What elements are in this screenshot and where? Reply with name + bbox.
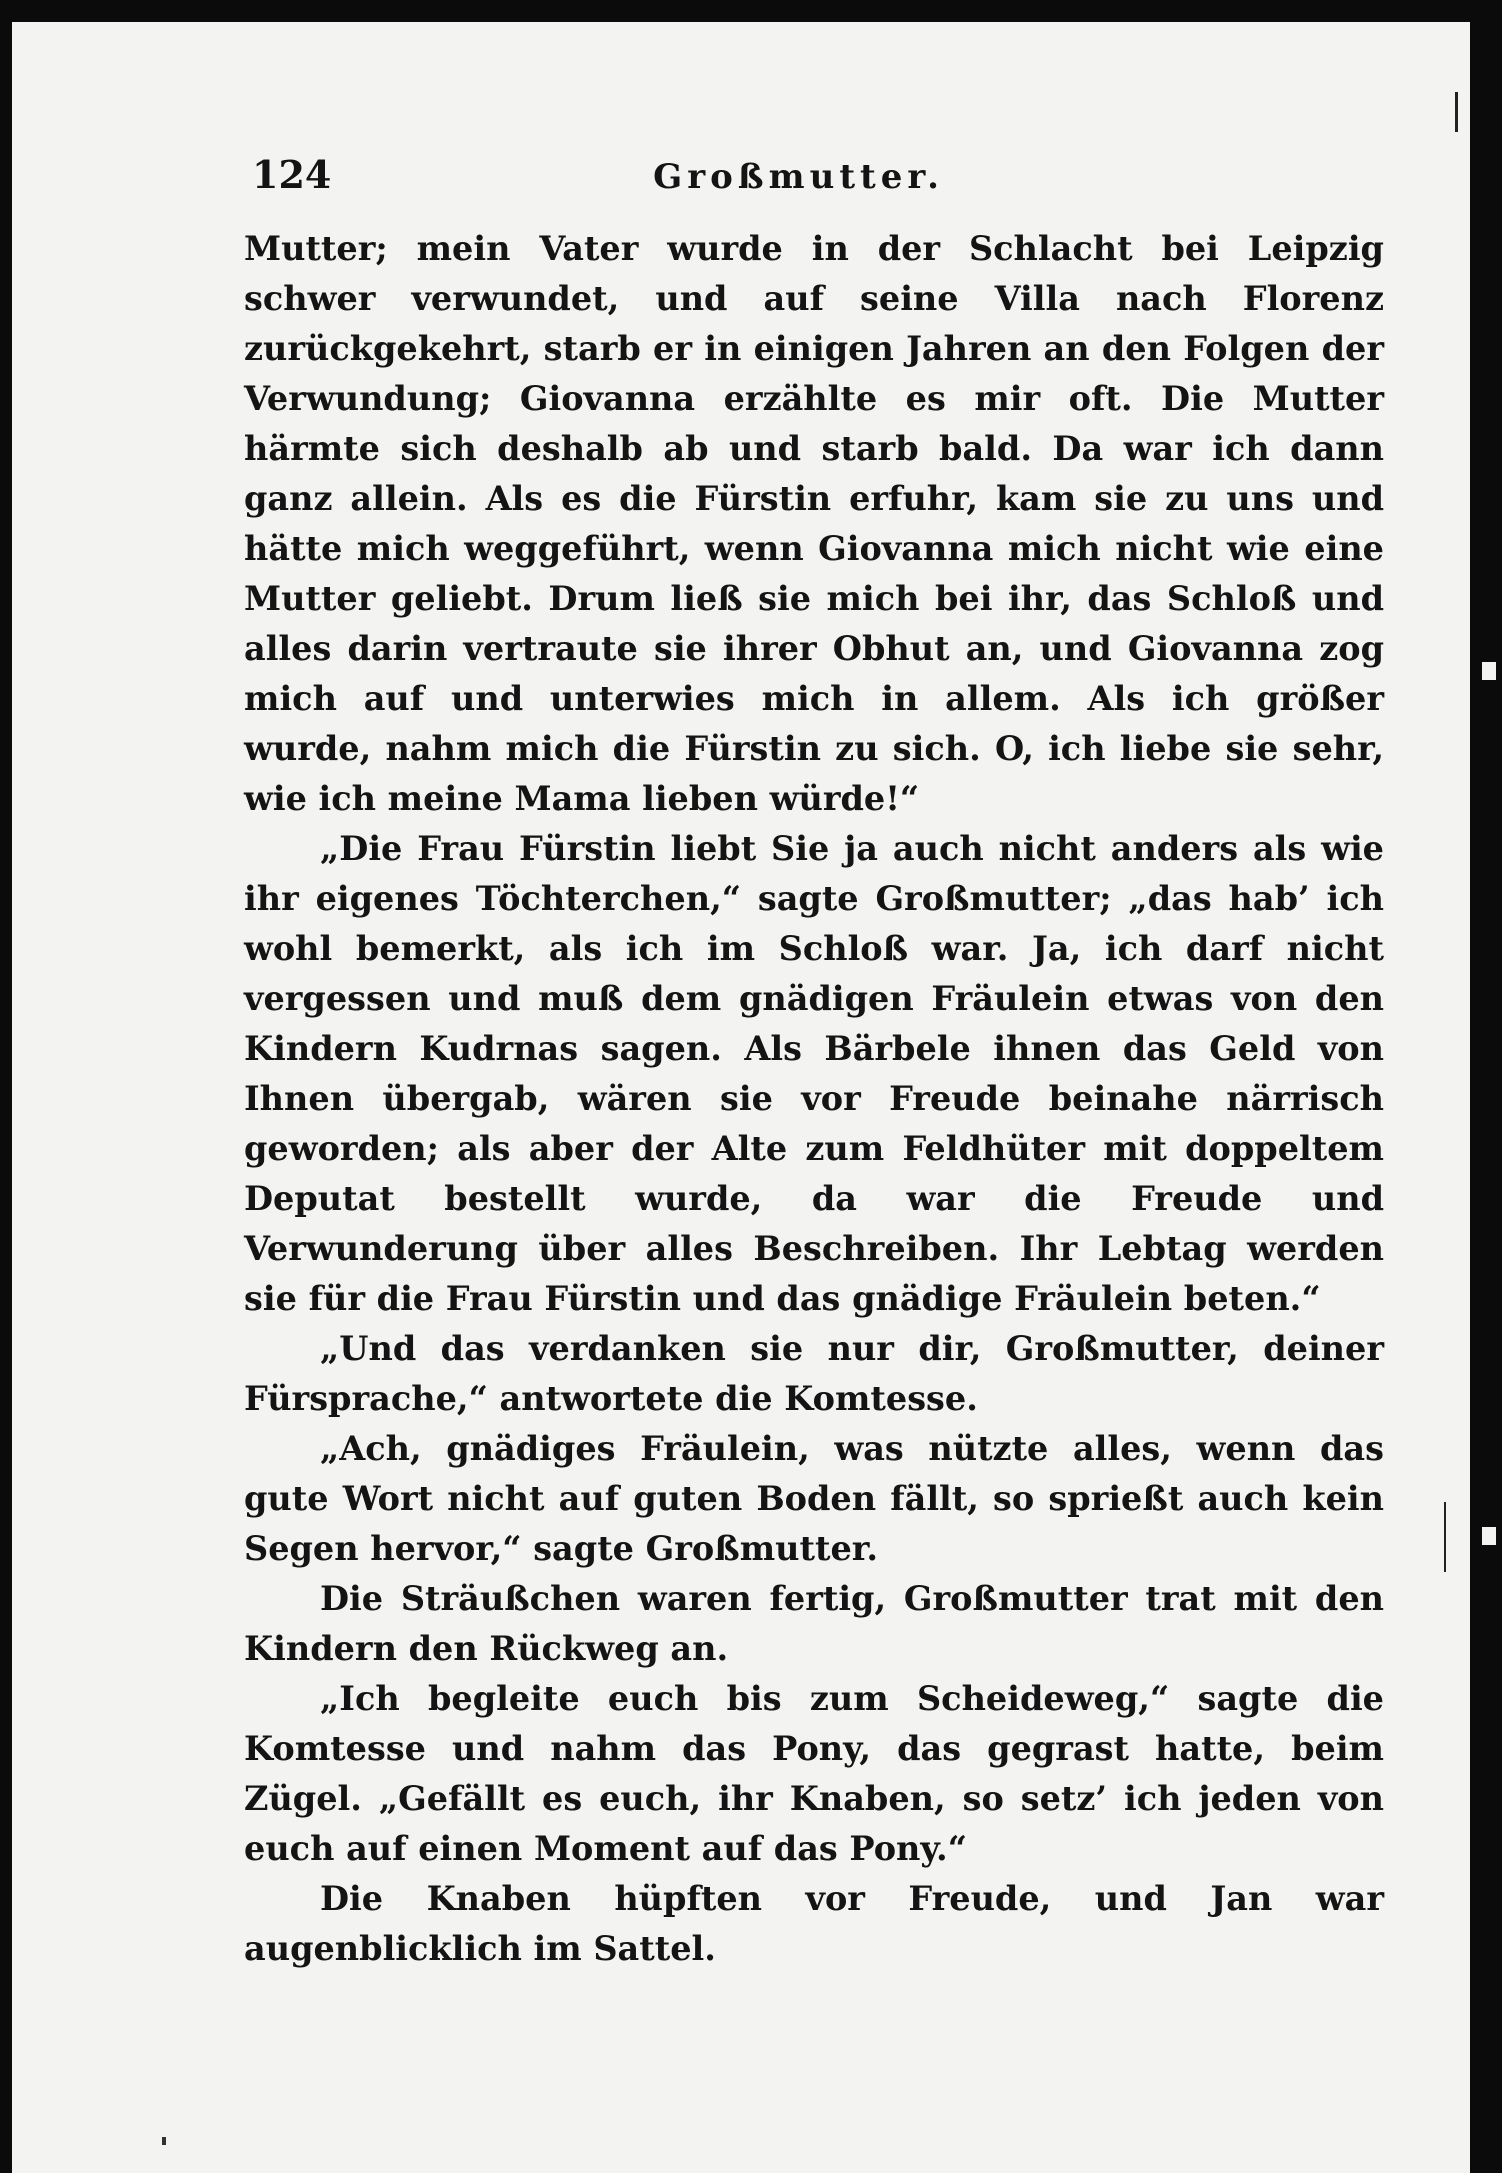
stray-ink-mark — [162, 2137, 166, 2145]
paragraph-2: „Die Frau Fürstin liebt Sie ja auch nicht anders als wie ihr eigenes Töchterchen,“ sagte Großmutter; „das hab’ ich wohl bemerkt, als ich im Schloß war. Ja, ich darf nicht vergessen und muß dem gnädigen Fräulein etwas von den Kindern Kudrnas sagen. Als Bärbele ihnen das Geld von Ihnen übergab, wären sie vor Freude beinahe närrisch geworden; als aber der Alte zum Feldhüter mit doppeltem Deputat bestellt wurde, da war die Freude und Verwunderung über alles Beschreiben. Ihr Lebtag werden sie für die Frau Fürstin und das gnädige Fräulein beten.“ — [244, 829, 1384, 1318]
page-header — [244, 152, 1384, 224]
paragraph-6: „Ich begleite euch bis zum Scheideweg,“ sagte die Komtesse und nahm das Pony, das gegrast hatte, beim Zügel. „Gefällt es euch, ihr Knaben, so setz’ ich jeden von euch auf einen Moment auf das Pony.“ — [244, 1679, 1384, 1868]
margin-tick-mark — [1455, 92, 1458, 132]
page-edge-shadow — [1482, 22, 1502, 2173]
margin-tick-mark — [1444, 1502, 1446, 1572]
edge-notch — [1482, 662, 1496, 680]
paragraph-4: „Ach, gnädiges Fräulein, was nützte alles, wenn das gute Wort nicht auf guten Boden fällt, so sprießt auch kein Segen hervor,“ sagte Großmutter. — [244, 1429, 1384, 1568]
paragraph-5: Die Sträußchen waren fertig, Großmutter trat mit den Kindern den Rückweg an. — [244, 1579, 1384, 1668]
running-head: Großmutter. — [653, 157, 944, 197]
edge-notch — [1482, 1527, 1496, 1545]
paragraph-3: „Und das verdanken sie nur dir, Großmutter, deiner Fürsprache,“ antwortete die Komtesse. — [244, 1329, 1384, 1418]
book-page — [12, 22, 1470, 2173]
page-number: 124 — [252, 152, 332, 197]
paragraph-7: Die Knaben hüpften vor Freude, und Jan war augenblicklich im Sattel. — [244, 1879, 1384, 1968]
page-text — [244, 152, 1384, 1974]
paragraph-1: Mutter; mein Vater wurde in der Schlacht bei Leipzig schwer verwundet, und auf seine Villa nach Florenz zurückgekehrt, starb er in einigen Jahren an den Folgen der Verwundung; Giovanna erzählte es mir oft. Die Mutter härmte sich deshalb ab und starb bald. Da war ich dann ganz allein. Als es die Fürstin erfuhr, kam sie zu uns und hätte mich weggeführt, wenn Giovanna mich nicht wie eine Mutter geliebt. Drum ließ sie mich bei ihr, das Schloß und alles darin vertraute sie ihrer Obhut an, und Giovanna zog mich auf und unterwies mich in allem. Als ich größer wurde, nahm mich die Fürstin zu sich. O, ich liebe sie sehr, wie ich meine Mama lieben würde!“ — [244, 229, 1384, 818]
